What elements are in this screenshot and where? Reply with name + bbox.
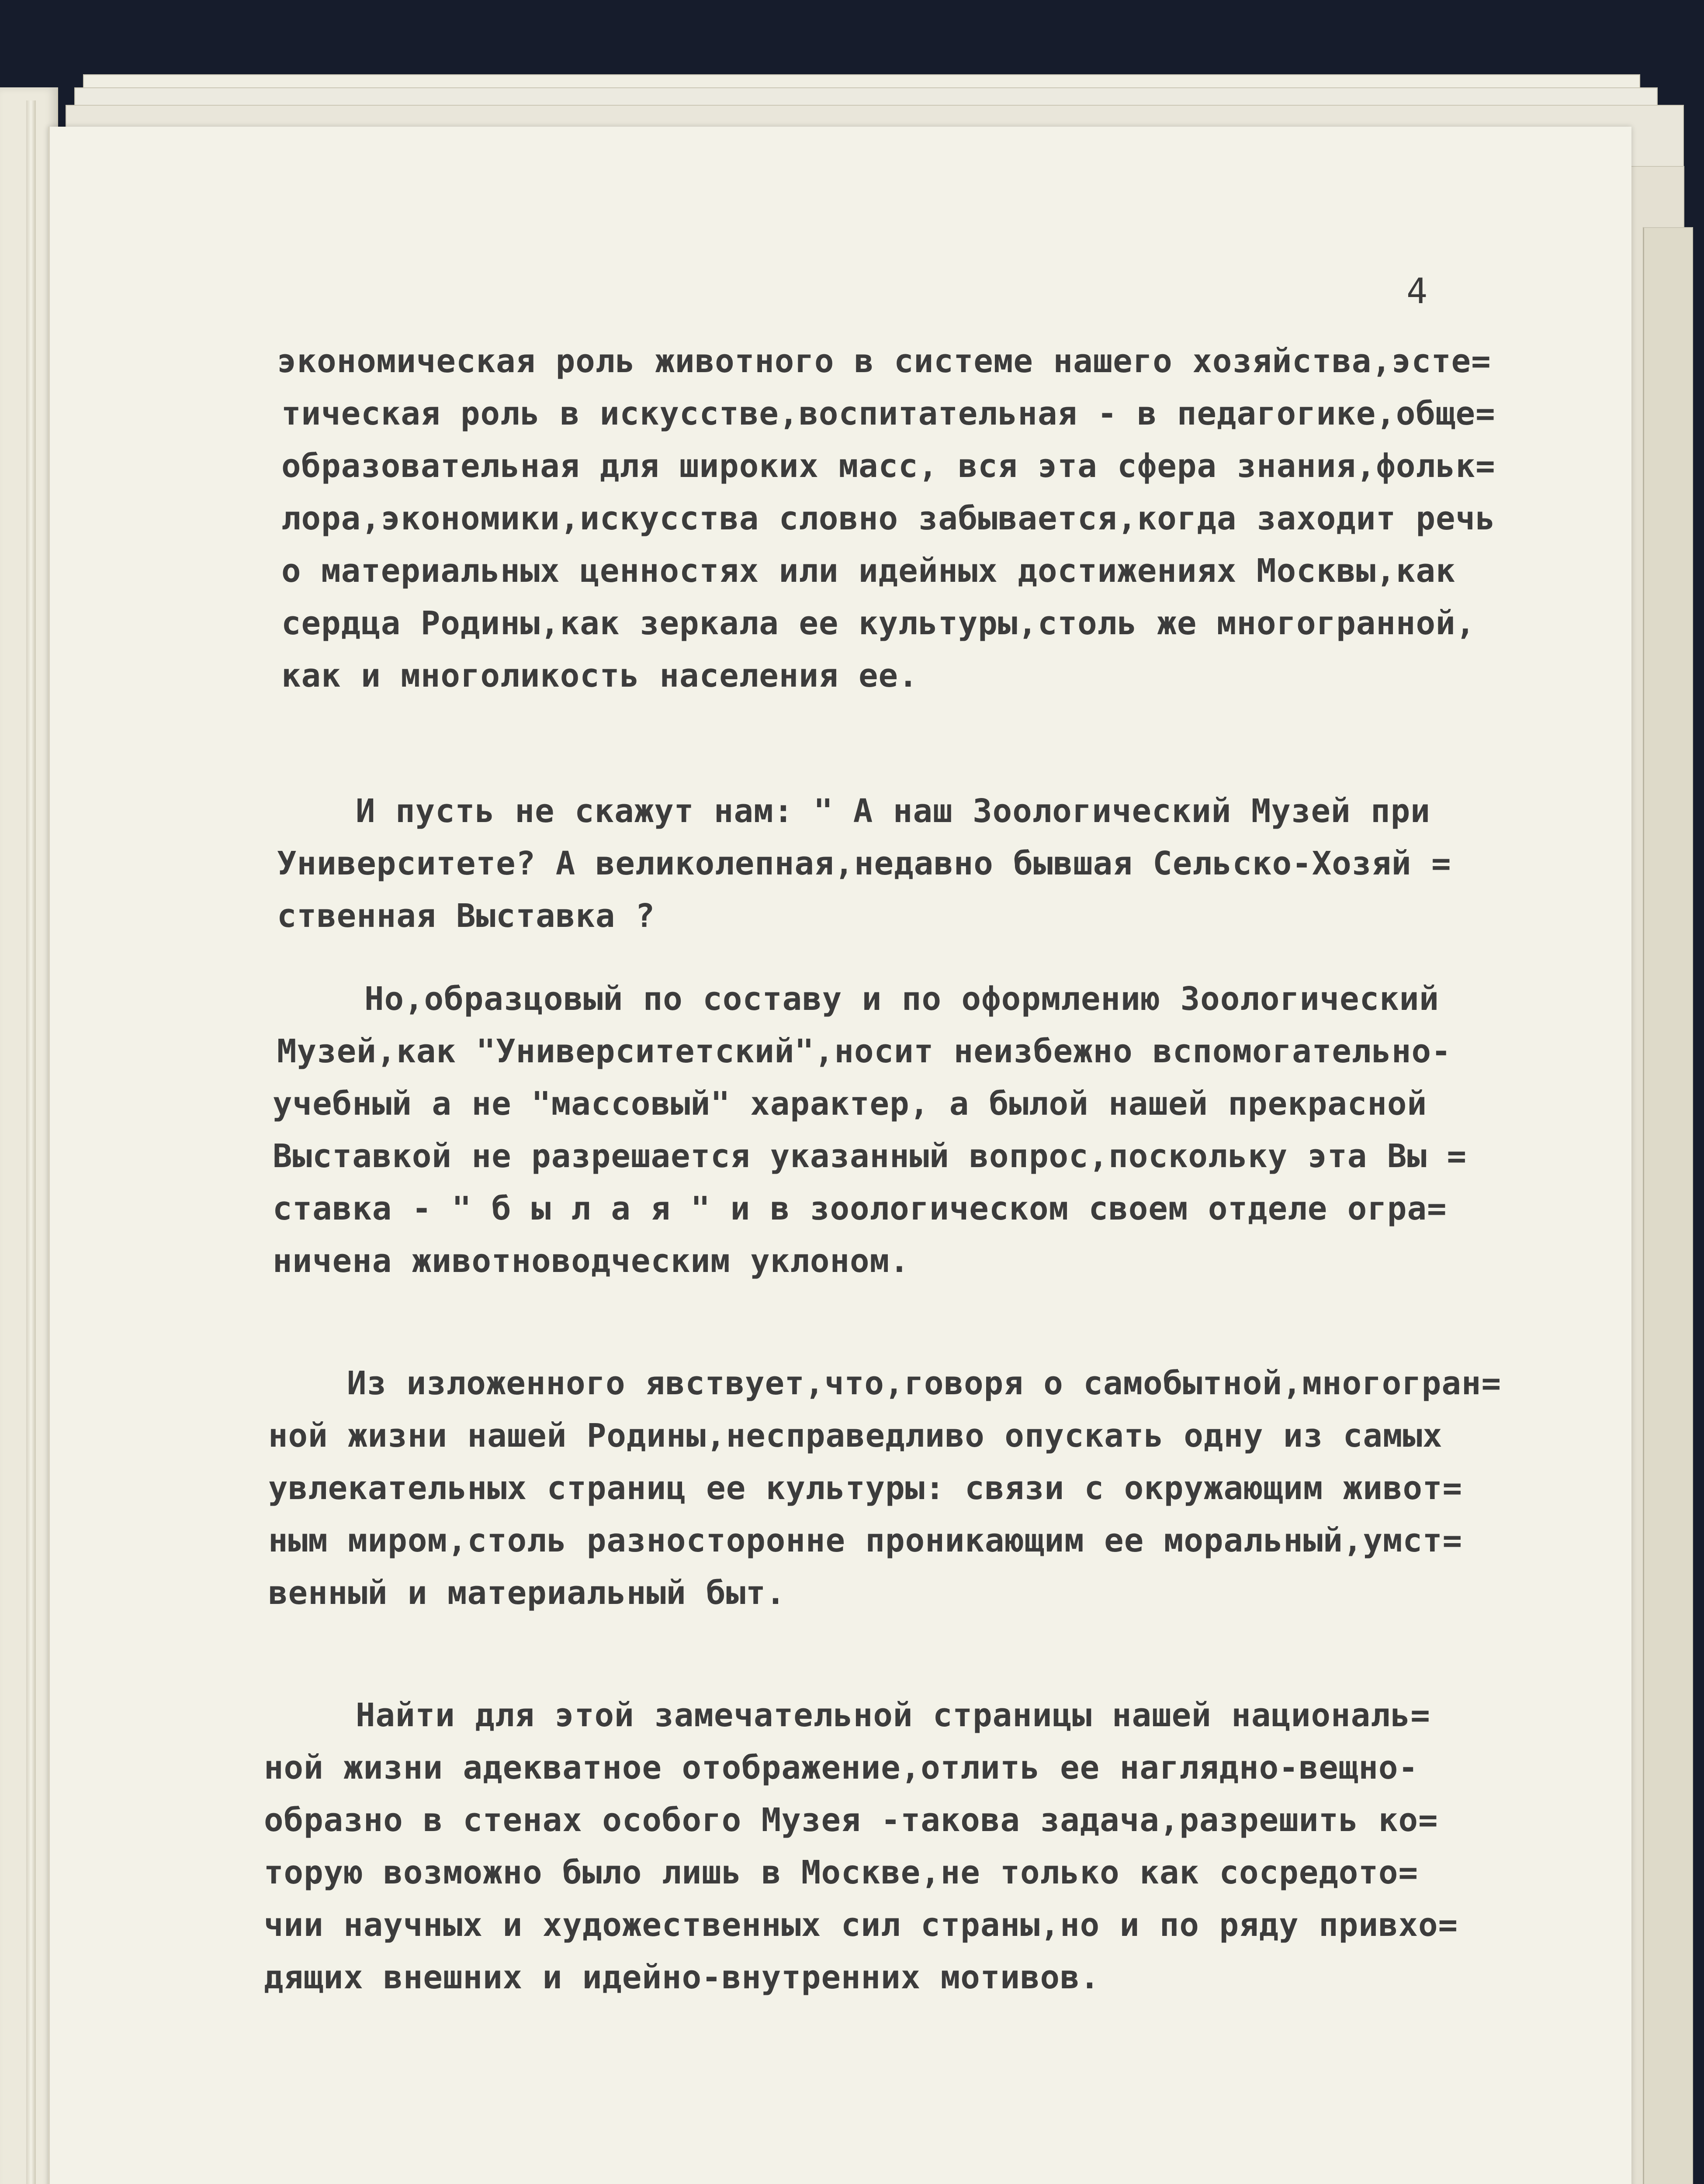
text-line: торую возможно было лишь в Москве,не только как сосредото= [264, 1854, 1419, 1891]
text-line: как и многоликость населения ее. [281, 657, 918, 695]
stacked-sheet-edge [1643, 227, 1693, 2184]
text-line: тическая роль в искусстве,воспитательная - в педагогике,обще= [281, 395, 1496, 432]
text-line: Университете? А великолепная,недавно бывшая Сельско-Хозяй = [277, 845, 1451, 882]
text-line: Но,образцовый по составу и по оформлению Зоологический [364, 980, 1439, 1018]
text-line: ной жизни адекватное отображение,отлить ее наглядно-вещно- [264, 1749, 1419, 1787]
typewritten-page [48, 127, 1631, 2184]
text-line: учебный а не "массовый" характер, а былой нашей прекрасной [273, 1085, 1427, 1123]
text-line: о материальных ценностях или идейных достижениях Москвы,как [281, 552, 1456, 590]
text-line: ственная Выставка ? [277, 897, 655, 935]
body-text [50, 127, 1631, 2184]
text-line: Из изложенного явствует,что,говоря о самобытной,многогран= [347, 1365, 1502, 1402]
text-line: Выставкой не разрешается указанный вопрос,поскольку эта Вы = [273, 1137, 1467, 1175]
text-line: образно в стенах особого Музея -такова задача,разрешить ко= [264, 1801, 1438, 1839]
text-line: образовательная для широких масс, вся эта сфера знания,фольк= [281, 447, 1496, 485]
text-line: венный и материальный быт. [268, 1574, 786, 1612]
text-line: экономическая роль животного в системе нашего хозяйства,эсте= [277, 342, 1491, 380]
text-line: Найти для этой замечательной страницы нашей националь= [356, 1697, 1430, 1734]
text-line: ничена животноводческим уклоном. [273, 1242, 910, 1280]
text-line: ным миром,столь разносторонне проникающим ее моральный,умст= [268, 1522, 1463, 1559]
text-line: сердца Родины,как зеркала ее культуры,столь же многогранной, [281, 605, 1476, 642]
text-line: ной жизни нашей Родины,несправедливо опускать одну из самых [268, 1417, 1443, 1455]
text-line: чии научных и художественных сил страны,но и по ряду привхо= [264, 1906, 1458, 1944]
text-line: Музей,как "Университетский",носит неизбежно вспомогательно- [277, 1033, 1451, 1070]
page-number: 4 [1406, 271, 1428, 311]
text-line: И пусть не скажут нам: " А наш Зоологический Музей при [356, 792, 1430, 830]
binding-spine [26, 100, 36, 2184]
text-line: ставка - " б ы л а я " и в зоологическом своем отделе огра= [273, 1190, 1447, 1227]
text-line: лора,экономики,искусства словно забывается,когда заходит речь [281, 500, 1496, 537]
text-line: дящих внешних и идейно-внутренних мотивов. [264, 1959, 1100, 1996]
text-line: увлекательных страниц ее культуры: связи с окружающим живот= [268, 1469, 1463, 1507]
